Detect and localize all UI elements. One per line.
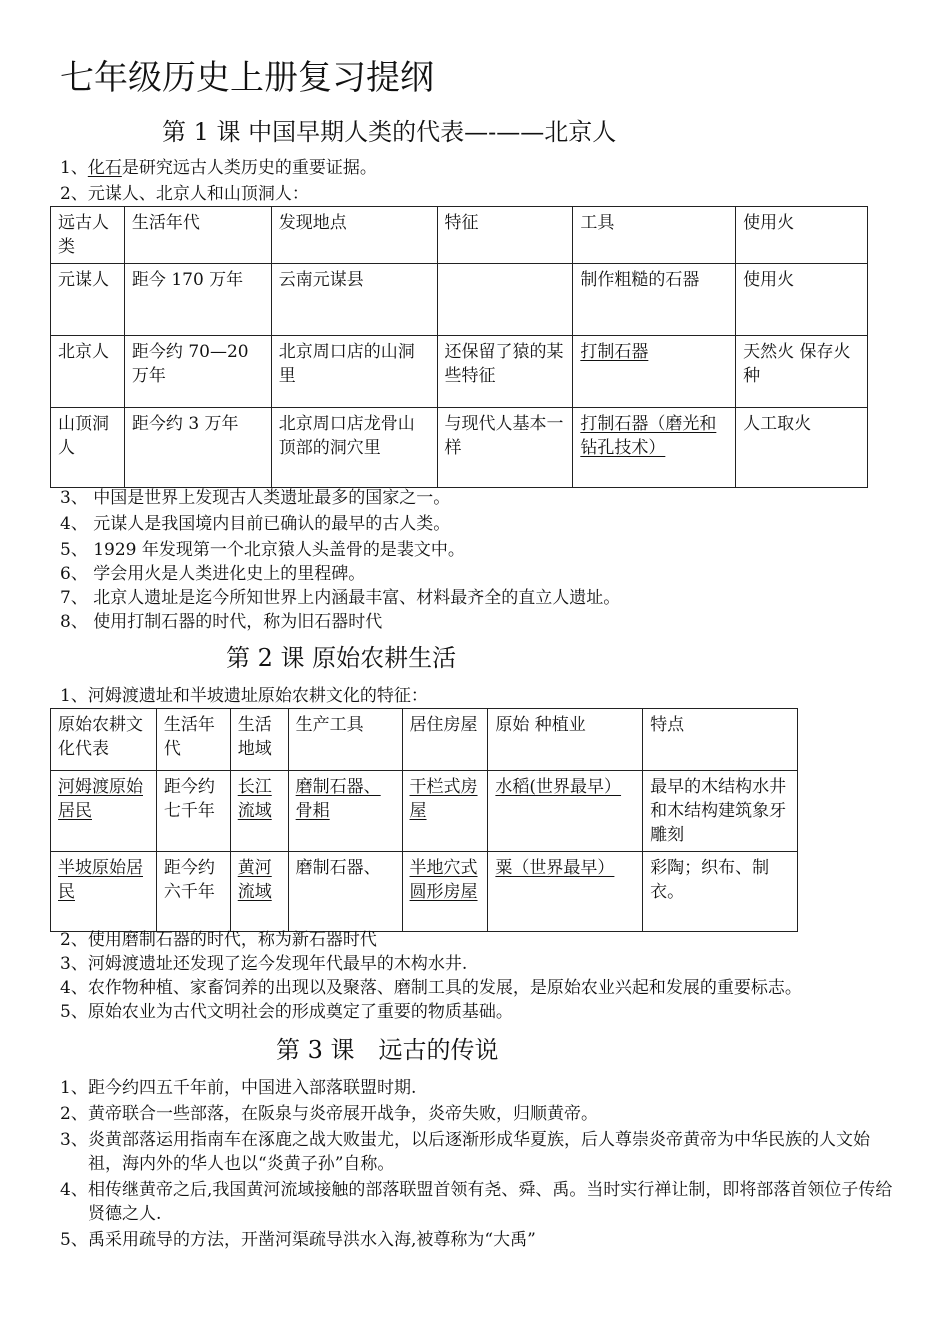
lesson2-point-4: 4、农作物种植、家畜饲养的出现以及聚落、磨制工具的发展，是原始农业兴起和发展的重要标志。 [60,978,802,998]
lesson1-point-6: 6、 学会用火是人类进化史上的里程碑。 [60,564,366,584]
table-cell: 黄河流域 [230,852,288,932]
header-cell: 生产工具 [288,709,402,771]
table-cell: 水稻(世界最早） [488,771,643,852]
table-cell: 磨制石器、骨耜 [288,771,402,852]
table-cell: 干栏式房屋 [402,771,488,852]
table-cell: 还保留了猿的某些特征 [437,336,573,408]
table-cell: 使用火 [736,264,868,336]
lesson1-point-4: 4、 元谋人是我国境内目前已确认的最早的古人类。 [60,514,451,534]
table-row [51,264,868,336]
header-cell: 远古人类 [51,207,125,264]
header-cell: 生活年代 [124,207,271,264]
point-number: 5、 [60,1230,88,1250]
lesson3-point-4 [60,1178,896,1226]
table-cell: 距今约七千年 [156,771,230,852]
lesson2-point-3: 3、河姆渡遗址还发现了迄今发现年代最早的木构水井. [60,954,468,974]
lesson3-point-5 [60,1228,896,1252]
header-cell: 生活年代 [156,709,230,771]
lesson2-point-2: 2、使用磨制石器的时代，称为新石器时代 [60,930,377,950]
highlight-text: 化石 [87,158,122,178]
point-number: 4、 [60,1180,88,1200]
table-cell: 与现代人基本一样 [437,408,573,488]
table-cell: 制作粗糙的石器 [573,264,736,336]
header-cell: 发现地点 [271,207,437,264]
lesson1-point-8: 8、 使用打制石器的时代，称为旧石器时代 [60,612,383,632]
document-title: 七年级历史上册复习提纲 [60,58,434,98]
point-text: 黄帝联合一些部落，在阪泉与炎帝展开战争，炎帝失败，归顺黄帝。 [88,1104,598,1124]
lesson3-point-2 [60,1102,896,1126]
table-cell: 打制石器（磨光和钻孔技术） [573,408,736,488]
lesson1-point-3: 3、 中国是世界上发现古人类遗址最多的国家之一。 [60,488,451,508]
point-text: 禹采用疏导的方法，开凿河渠疏导洪水入海,被尊称为“大禹” [88,1230,536,1250]
lesson1-point-7: 7、 北京人遗址是迄今所知世界上内涵最丰富、材料最齐全的直立人遗址。 [60,588,621,608]
lesson3-point-3 [60,1128,896,1176]
table-row [51,852,798,932]
lesson1-title: 第 1 课 中国早期人类的代表—-——北京人 [162,118,617,146]
table-cell: 北京周口店龙骨山顶部的洞穴里 [271,408,437,488]
table-cell: 打制石器 [573,336,736,408]
header-cell: 原始农耕文化代表 [51,709,157,771]
table-cell: 人工取火 [736,408,868,488]
lesson3-title: 第 3 课 远古的传说 [276,1036,499,1064]
table-cell: 彩陶；织布、制衣。 [643,852,798,932]
lesson1-point-2: 2、元谋人、北京人和山顶洞人： [60,184,309,204]
header-cell: 工具 [573,207,736,264]
point-text: 相传继黄帝之后,我国黄河流域接触的部落联盟首领有尧、舜、禹。当时实行禅让制，即将部落首领位子传给贤德之人. [88,1180,893,1224]
table-cell: 元谋人 [51,264,125,336]
point-text: 距今约四五千年前，中国进入部落联盟时期. [88,1078,417,1098]
table-cell: 山顶洞人 [51,408,125,488]
table-row [51,771,798,852]
table-row [51,336,868,408]
farming-culture-table [50,708,798,932]
point-number: 1、 [60,1078,88,1098]
table-cell: 最早的木结构水井和木结构建筑象牙雕刻 [643,771,798,852]
lesson2-point-5: 5、原始农业为古代文明社会的形成奠定了重要的物质基础。 [60,1002,513,1022]
table-header-row [51,207,868,264]
table-cell [437,264,573,336]
header-cell: 特征 [437,207,573,264]
lesson2-title: 第 2 课 原始农耕生活 [226,644,457,672]
table-cell: 半地穴式圆形房屋 [402,852,488,932]
table-cell: 距今 170 万年 [124,264,271,336]
point-text: 是研究远古人类历史的重要证据。 [121,158,377,178]
table-row [51,408,868,488]
table-cell: 长江流域 [230,771,288,852]
lesson1-point-5: 5、 1929 年发现第一个北京猿人头盖骨的是裴文中。 [60,540,465,560]
table-cell: 云南元谋县 [271,264,437,336]
table-cell: 距今约六千年 [156,852,230,932]
table-cell: 距今约 3 万年 [124,408,271,488]
early-humans-table [50,206,868,488]
table-cell: 粟（世界最早） [488,852,643,932]
lesson3-point-1 [60,1076,896,1100]
lesson1-point-1 [60,156,377,180]
point-number: 1、 [60,158,88,178]
header-cell: 原始 种植业 [488,709,643,771]
lesson2-point-1: 1、河姆渡遗址和半坡遗址原始农耕文化的特征： [60,686,428,706]
table-cell: 天然火 保存火种 [736,336,868,408]
header-cell: 居住房屋 [402,709,488,771]
table-cell: 北京周口店的山洞里 [271,336,437,408]
point-number: 2、 [60,1104,88,1124]
table-header-row [51,709,798,771]
table-cell: 河姆渡原始居民 [51,771,157,852]
table-cell: 北京人 [51,336,125,408]
header-cell: 特点 [643,709,798,771]
table-cell: 距今约 70—20 万年 [124,336,271,408]
header-cell: 生活地域 [230,709,288,771]
table-cell: 半坡原始居民 [51,852,157,932]
point-text: 炎黄部落运用指南车在涿鹿之战大败蚩尤，以后逐渐形成华夏族，后人尊崇炎帝黄帝为中华民族的人文始祖，海内外的华人也以“炎黄子孙”自称。 [88,1130,870,1174]
header-cell: 使用火 [736,207,868,264]
point-number: 3、 [60,1130,88,1150]
table-cell: 磨制石器、 [288,852,402,932]
